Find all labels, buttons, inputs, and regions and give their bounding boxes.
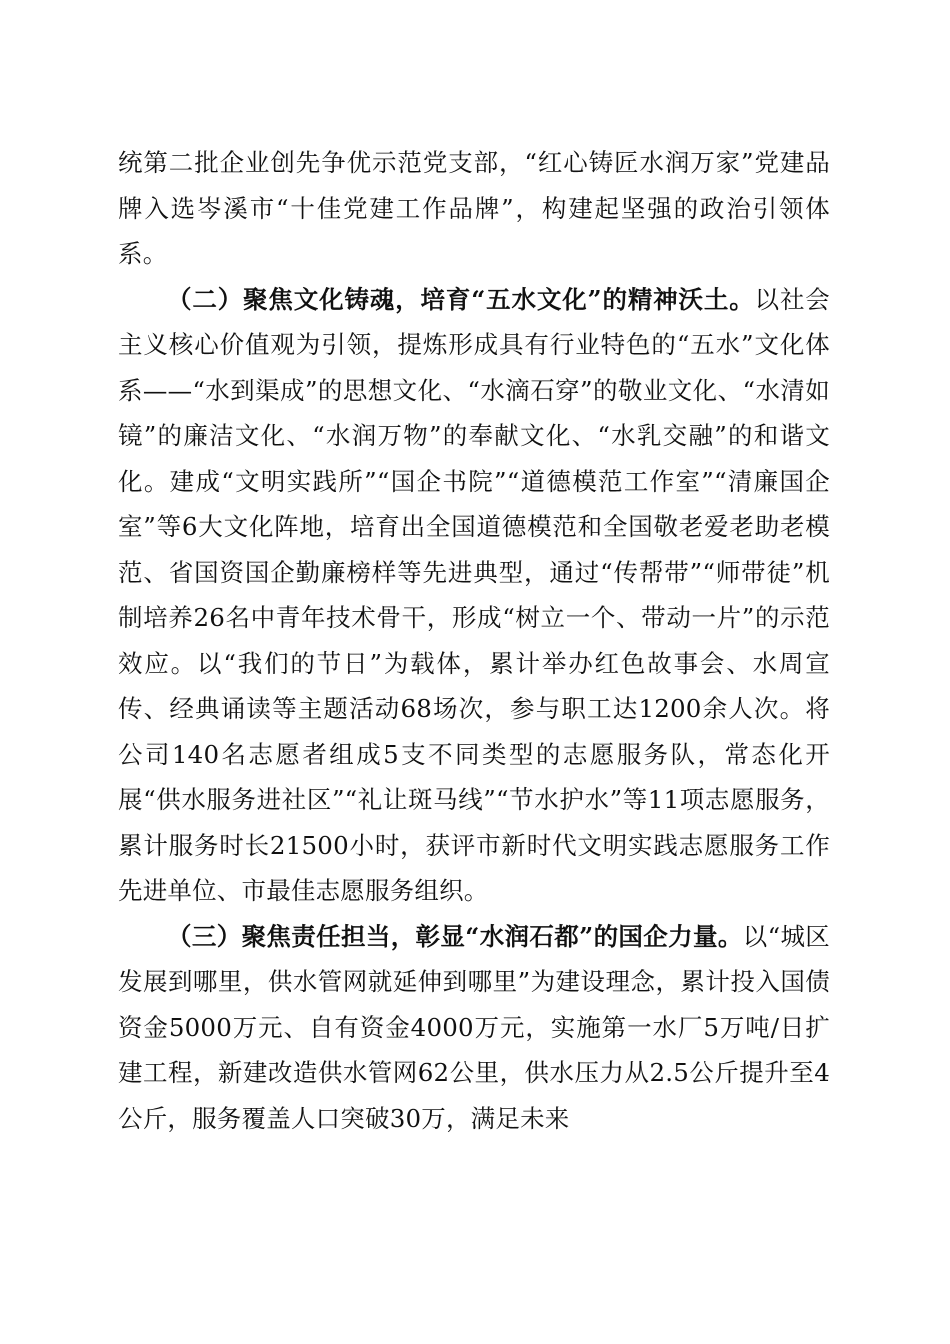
paragraph-1: 统第二批企业创先争优示范党支部，“红心铸匠水润万家”党建品牌入选岑溪市“十佳党建工作品牌”，构建起坚强的政治引领体系。	[118, 148, 830, 268]
section-2-body: 以社会主义核心价值观为引领，提炼形成具有行业特色的“五水”文化体系——“水到渠成”的思想文化、“水滴石穿”的敬业文化、“水清如镜”的廉洁文化、“水润万物”的奉献文化、“水乳交融”的和谐文化。建成“文明实践所”“国企书院”“道德模范工作室”“清廉国企室”等6大文化阵地，培育出全国道德模范和全国敬老爱老助老模范、省国资国企勤廉榜样等先进典型，通过“传帮带”“师带徒”机制培养26名中青年技术骨干，形成“树立一个、带动一片”的示范效应。以“我们的节日”为载体，累计举办红色故事会、水周宣传、经典诵读等主题活动68场次，参与职工达1200余人次。将公司140名志愿者组成5支不同类型的志愿服务队，常态化开展“供水服务进社区”“礼让斑马线”“节水护水”等11项志愿服务，累计服务时长21500小时，获评市新时代文明实践志愿服务工作先进单位、市最佳志愿服务组织。	[118, 284, 830, 905]
paragraph-section-2	[118, 277, 830, 914]
section-3-body: 以“城区发展到哪里，供水管网就延伸到哪里”为建设理念，累计投入国债资金5000万元、自有资金4000万元，实施第一水厂5万吨/日扩建工程，新建改造供水管网62公里，供水压力从2.5公斤提升至4公斤，服务覆盖人口突破30万，满足未来	[118, 921, 831, 1133]
document-body	[118, 140, 830, 1141]
section-3-heading: （三）聚焦责任担当，彰显“水润石都”的国企力量。	[167, 921, 743, 951]
section-2-heading: （二）聚焦文化铸魂，培育“五水文化”的精神沃土。	[167, 284, 755, 314]
paragraph-section-3	[118, 914, 830, 1142]
